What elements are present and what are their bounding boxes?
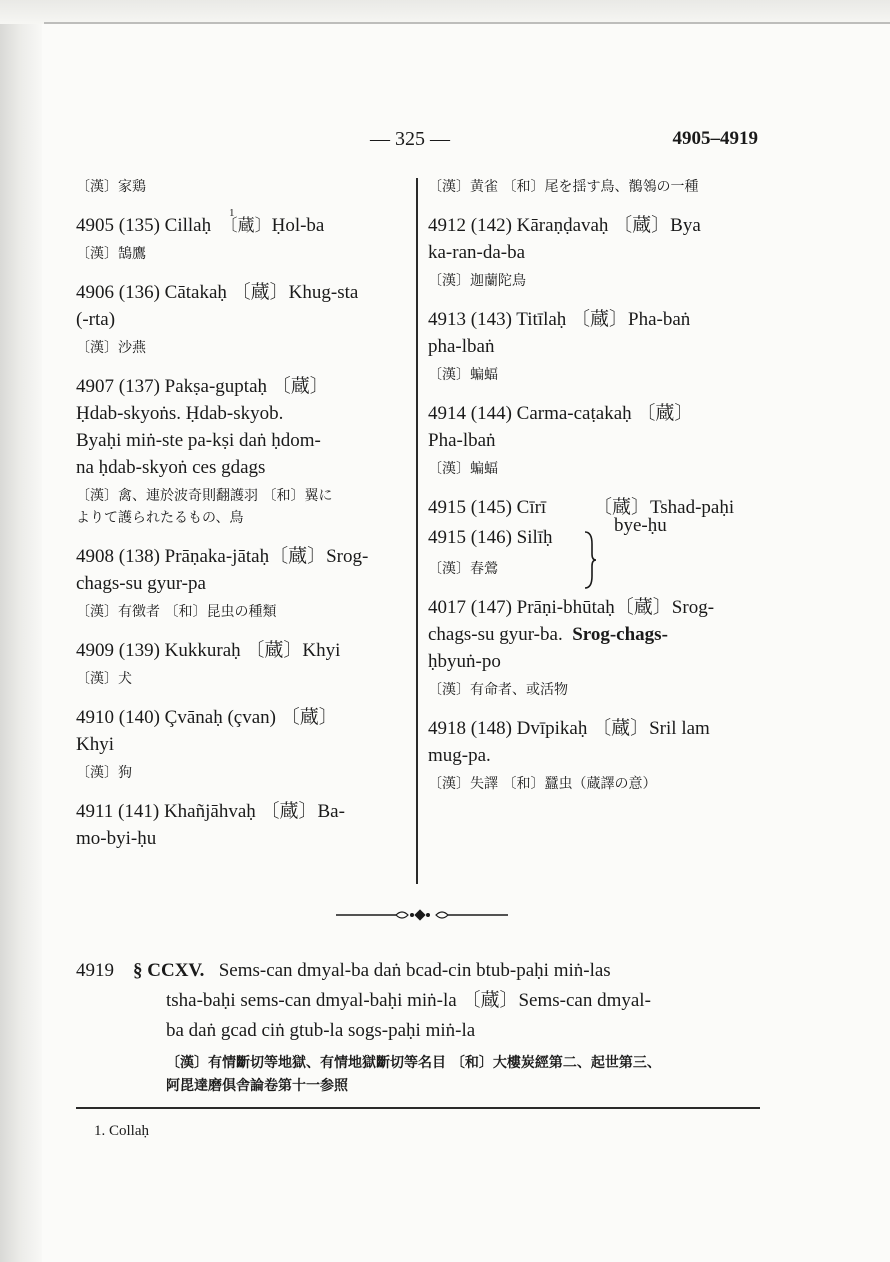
entry-4919 [76, 956, 766, 1046]
entry-line: ka-ran-da-ba [428, 242, 526, 263]
entry-4913 [428, 306, 760, 360]
entry-4908 [76, 543, 406, 597]
tibetan-term: 〔蔵〕Tshad-paḥi [593, 497, 735, 518]
scan-edge-line [44, 22, 890, 24]
entry-line: Khyi [76, 734, 114, 755]
entry-line: 4914 (144) Carma-caṭakaḥ 〔蔵〕 [428, 403, 694, 424]
footnote-marker: 1 [229, 207, 235, 219]
entry-line: 4912 (142) Kāraṇḍavaḥ 〔蔵〕Bya [428, 215, 701, 236]
entry-line: 4915 (145) Cīrī [428, 497, 547, 518]
brace-icon [583, 530, 597, 590]
tibetan-term: bye-ḥu [614, 515, 667, 536]
scan-shadow-top [0, 0, 890, 24]
page-number: — 325 — [370, 128, 450, 150]
entry-text: Sems-can dmyal-ba daṅ bcad-cin btub-paḥi miṅ-las [218, 960, 611, 981]
tibetan-tag: 〔蔵〕 [220, 216, 272, 235]
cjk-gloss: 阿毘達磨倶舎論卷第十一参照 [166, 1078, 348, 1094]
entry-line: 4908 (138) Prāṇaka-jātaḥ〔蔵〕Srog- [76, 546, 369, 567]
entry-4918 [428, 715, 760, 769]
entry-line: pha-lbaṅ [428, 336, 495, 357]
scan-shadow-left [0, 24, 42, 1262]
entry-line [76, 956, 766, 986]
cjk-gloss: 〔漢〕失譯 〔和〕蠶虫（蔵譯の意） [428, 776, 657, 792]
right-column [428, 176, 760, 795]
left-column [76, 176, 406, 852]
entry-4910 [76, 704, 406, 758]
entry-head: 4905 (135) Cillaḥ [76, 215, 212, 236]
entry-4911 [76, 798, 406, 852]
ornament-divider [336, 906, 508, 924]
entry-4914 [428, 400, 760, 454]
footnote: 1. Collaḥ [94, 1123, 149, 1139]
entry-4905 [76, 207, 406, 239]
cjk-gloss: 〔漢〕禽、連於波奇則翻護羽 〔和〕翼に [76, 488, 333, 504]
cjk-gloss: 〔漢〕犬 [76, 671, 132, 687]
entry-4906 [76, 279, 406, 333]
entry-4017 [428, 594, 760, 675]
entry-line: Byaḥi miṅ-ste pa-kṣi daṅ ḥdom- [76, 430, 321, 451]
entry-line: 4906 (136) Cātakaḥ 〔蔵〕Khug-sta [76, 282, 359, 303]
cjk-gloss: 〔漢〕春鶯 [428, 561, 498, 577]
entry-line: mo-byi-ḥu [76, 828, 157, 849]
cjk-gloss: 〔漢〕狗 [76, 765, 132, 781]
entry-line: 4915 (146) Silīḥ [428, 527, 553, 548]
cjk-gloss: 〔漢〕黄雀 〔和〕尾を揺す鳥、鶺鴒の一種 [428, 179, 699, 195]
entry-line: tsha-baḥi sems-can dmyal-baḥi miṅ-la 〔蔵〕Sems-can dmyal- [166, 990, 651, 1011]
entry-line: 4913 (143) Titīlaḥ 〔蔵〕Pha-baṅ [428, 309, 691, 330]
cjk-gloss: 〔漢〕蝙蝠 [428, 367, 498, 383]
entry-4912 [428, 212, 760, 266]
entry-line: 4017 (147) Prāṇi-bhūtaḥ〔蔵〕Srog- [428, 597, 715, 618]
entry-line: ba daṅ gcad ciṅ gtub-la sogs-paḥi miṅ-la [166, 1020, 476, 1041]
cjk-gloss: 〔漢〕有情斷切等地獄、有情地獄斷切等名目 〔和〕大樓炭經第二、起世第三、 [166, 1055, 661, 1071]
entry-range: 4905–4919 [672, 128, 758, 149]
entry-line: ḥbyuṅ-po [428, 651, 501, 672]
cjk-gloss: よりて護られたるもの、鳥 [76, 510, 244, 526]
entry-number: 4919 [76, 960, 114, 981]
entry-line: 4918 (148) Dvīpikaḥ 〔蔵〕Sril lam [428, 718, 710, 739]
cjk-gloss: 〔漢〕有徴者 〔和〕昆虫の種類 [76, 604, 277, 620]
entry-4907 [76, 373, 406, 481]
footnote-rule [76, 1107, 760, 1109]
cjk-gloss: 〔漢〕有命者、或活物 [428, 682, 568, 698]
cjk-gloss: 〔漢〕鵠鷹 [76, 246, 146, 262]
cjk-gloss-block [166, 1052, 766, 1098]
entry-line: na ḥdab-skyoṅ ces gdags [76, 457, 266, 478]
entry-line: 4909 (139) Kukkuraḥ 〔蔵〕Khyi [76, 640, 341, 661]
entry-line: mug-pa. [428, 745, 491, 766]
section-number: § CCXV. [133, 960, 205, 981]
entry-4909 [76, 637, 406, 664]
entry-text: chags-su gyur-ba. [428, 624, 563, 645]
entry-line: Ḥdab-skyoṅs. Ḥdab-skyob. [76, 403, 284, 424]
column-divider [416, 178, 418, 884]
entry-line: (-rta) [76, 309, 116, 330]
cjk-gloss: 〔漢〕家鶏 [76, 179, 146, 195]
cjk-gloss: 〔漢〕迦蘭陀鳥 [428, 273, 526, 289]
cjk-gloss: 〔漢〕蝙蝠 [428, 461, 498, 477]
entry-line [428, 621, 760, 648]
entry-line: 4910 (140) Çvānaḥ (çvan) 〔蔵〕 [76, 707, 338, 728]
tibetan-term: Ḥol-ba [271, 215, 325, 236]
cjk-gloss: 〔漢〕沙燕 [76, 340, 146, 356]
entry-line: 4907 (137) Pakṣa-guptaḥ 〔蔵〕 [76, 376, 329, 397]
entry-line: chags-su gyur-pa [76, 573, 206, 594]
entry-line: Pha-lbaṅ [428, 430, 496, 451]
entry-text-bold: Srog-chags- [572, 624, 668, 645]
entry-line: 4911 (141) Khañjāhvaḥ 〔蔵〕Ba- [76, 801, 345, 822]
